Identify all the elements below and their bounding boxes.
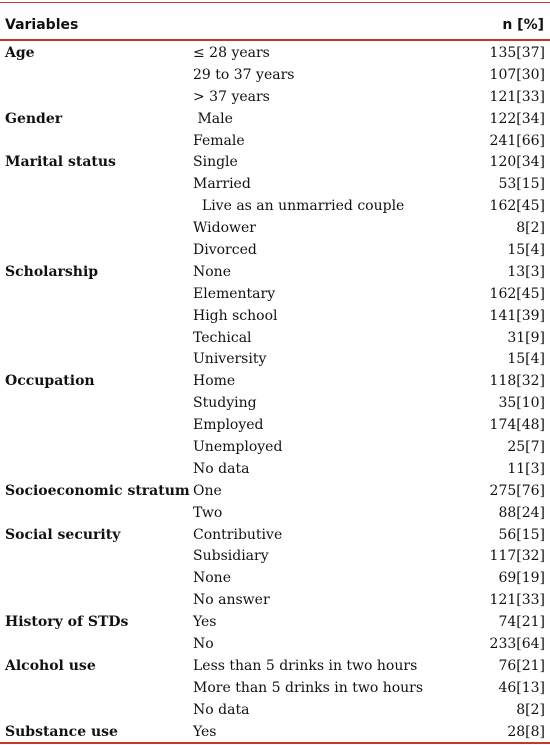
table-row bbox=[0, 43, 550, 65]
top-rule bbox=[0, 2, 550, 3]
count-percent-value: 121[33] bbox=[489, 592, 545, 609]
count-percent-value: 241[66] bbox=[489, 132, 545, 149]
category-label: Studying bbox=[193, 395, 257, 412]
table-row bbox=[0, 152, 550, 174]
table-row bbox=[0, 174, 550, 196]
table-row bbox=[0, 328, 550, 350]
table-header bbox=[0, 15, 550, 39]
count-percent-value: 28[8] bbox=[507, 723, 545, 740]
count-percent-value: 53[15] bbox=[498, 176, 545, 193]
count-percent-value: 117[32] bbox=[489, 548, 545, 565]
category-label: Employed bbox=[193, 417, 264, 434]
variable-label: Occupation bbox=[5, 373, 95, 390]
category-label: Two bbox=[193, 504, 223, 521]
variable-label: Marital status bbox=[5, 154, 116, 171]
count-percent-value: 69[19] bbox=[498, 570, 545, 587]
category-label: Elementary bbox=[193, 285, 276, 302]
table-row bbox=[0, 415, 550, 437]
category-label: Less than 5 drinks in two hours bbox=[193, 657, 418, 674]
table-row bbox=[0, 306, 550, 328]
count-percent-value: 107[30] bbox=[489, 66, 545, 83]
table-row bbox=[0, 131, 550, 153]
table-row bbox=[0, 678, 550, 700]
table-row bbox=[0, 87, 550, 109]
category-label: Married bbox=[193, 176, 251, 193]
count-percent-value: 31[9] bbox=[507, 329, 545, 346]
count-percent-value: 76[21] bbox=[498, 657, 545, 674]
count-percent-value: 8[2] bbox=[516, 701, 545, 718]
category-label: None bbox=[193, 263, 231, 280]
variable-label: Alcohol use bbox=[5, 657, 96, 674]
variable-label: Substance use bbox=[5, 723, 118, 740]
table-row bbox=[0, 525, 550, 547]
category-label: Female bbox=[193, 132, 245, 149]
count-percent-value: 122[34] bbox=[489, 110, 545, 127]
category-label: High school bbox=[193, 307, 278, 324]
category-label: Subsidiary bbox=[193, 548, 269, 565]
category-label: No bbox=[193, 636, 214, 653]
count-percent-value: 15[4] bbox=[507, 242, 545, 259]
header-rule bbox=[0, 39, 550, 41]
category-label: Divorced bbox=[193, 242, 257, 259]
table-row bbox=[0, 109, 550, 131]
header-variables: Variables bbox=[5, 17, 79, 33]
table-row bbox=[0, 568, 550, 590]
table-row bbox=[0, 371, 550, 393]
table-row bbox=[0, 284, 550, 306]
count-percent-value: 233[64] bbox=[489, 636, 545, 653]
category-label: No data bbox=[193, 701, 250, 718]
category-label: One bbox=[193, 482, 222, 499]
table-row bbox=[0, 612, 550, 634]
table-row bbox=[0, 65, 550, 87]
count-percent-value: 135[37] bbox=[489, 45, 545, 61]
variable-label: Scholarship bbox=[5, 263, 99, 280]
table-row bbox=[0, 459, 550, 481]
count-percent-value: 56[15] bbox=[498, 526, 545, 543]
category-label: ≤ 28 years bbox=[193, 45, 270, 61]
count-percent-value: 8[2] bbox=[516, 220, 545, 237]
count-percent-value: 162[45] bbox=[489, 198, 545, 215]
category-label: > 37 years bbox=[193, 88, 270, 105]
count-percent-value: 174[48] bbox=[489, 417, 545, 434]
variable-label: History of STDs bbox=[5, 614, 129, 631]
category-label: Live as an unmarried couple bbox=[193, 198, 405, 215]
table-row bbox=[0, 590, 550, 612]
category-label: None bbox=[193, 570, 231, 587]
category-label: Widower bbox=[193, 220, 256, 237]
table-row bbox=[0, 196, 550, 218]
variable-label: Social security bbox=[5, 526, 121, 543]
table-row bbox=[0, 218, 550, 240]
count-percent-value: 275[76] bbox=[489, 482, 545, 499]
count-percent-value: 15[4] bbox=[507, 351, 545, 368]
category-label: Contributive bbox=[193, 526, 283, 543]
table-row bbox=[0, 393, 550, 415]
variable-label: Socioeconomic stratum bbox=[5, 482, 190, 499]
table-row bbox=[0, 656, 550, 678]
count-percent-value: 141[39] bbox=[489, 307, 545, 324]
category-label: Techical bbox=[193, 329, 252, 346]
table-row bbox=[0, 240, 550, 262]
category-label: No data bbox=[193, 460, 250, 477]
count-percent-value: 74[21] bbox=[498, 614, 545, 631]
count-percent-value: 120[34] bbox=[489, 154, 545, 171]
variable-label: Age bbox=[5, 45, 35, 61]
table-row bbox=[0, 700, 550, 722]
count-percent-value: 121[33] bbox=[489, 88, 545, 105]
category-label: No answer bbox=[193, 592, 270, 609]
header-n-percent: n [%] bbox=[502, 17, 544, 33]
table-body bbox=[0, 43, 550, 744]
category-label: Home bbox=[193, 373, 236, 390]
count-percent-value: 162[45] bbox=[489, 285, 545, 302]
table-row bbox=[0, 546, 550, 568]
table-row bbox=[0, 262, 550, 284]
category-label: Male bbox=[193, 110, 233, 127]
category-label: Unemployed bbox=[193, 439, 283, 456]
count-percent-value: 118[32] bbox=[489, 373, 545, 390]
table-row bbox=[0, 634, 550, 656]
category-label: Single bbox=[193, 154, 238, 171]
count-percent-value: 11[3] bbox=[507, 460, 545, 477]
table-row bbox=[0, 437, 550, 459]
category-label: 29 to 37 years bbox=[193, 66, 295, 83]
bottom-rule bbox=[0, 742, 550, 744]
table-row bbox=[0, 349, 550, 371]
category-label: University bbox=[193, 351, 267, 368]
table-row bbox=[0, 481, 550, 503]
category-label: More than 5 drinks in two hours bbox=[193, 679, 424, 696]
category-label: Yes bbox=[193, 723, 217, 740]
count-percent-value: 46[13] bbox=[498, 679, 545, 696]
count-percent-value: 88[24] bbox=[498, 504, 545, 521]
category-label: Yes bbox=[193, 614, 217, 631]
variable-label: Gender bbox=[5, 110, 63, 127]
table-row bbox=[0, 503, 550, 525]
count-percent-value: 35[10] bbox=[498, 395, 545, 412]
count-percent-value: 13[3] bbox=[507, 263, 545, 280]
table-row bbox=[0, 722, 550, 744]
count-percent-value: 25[7] bbox=[507, 439, 545, 456]
